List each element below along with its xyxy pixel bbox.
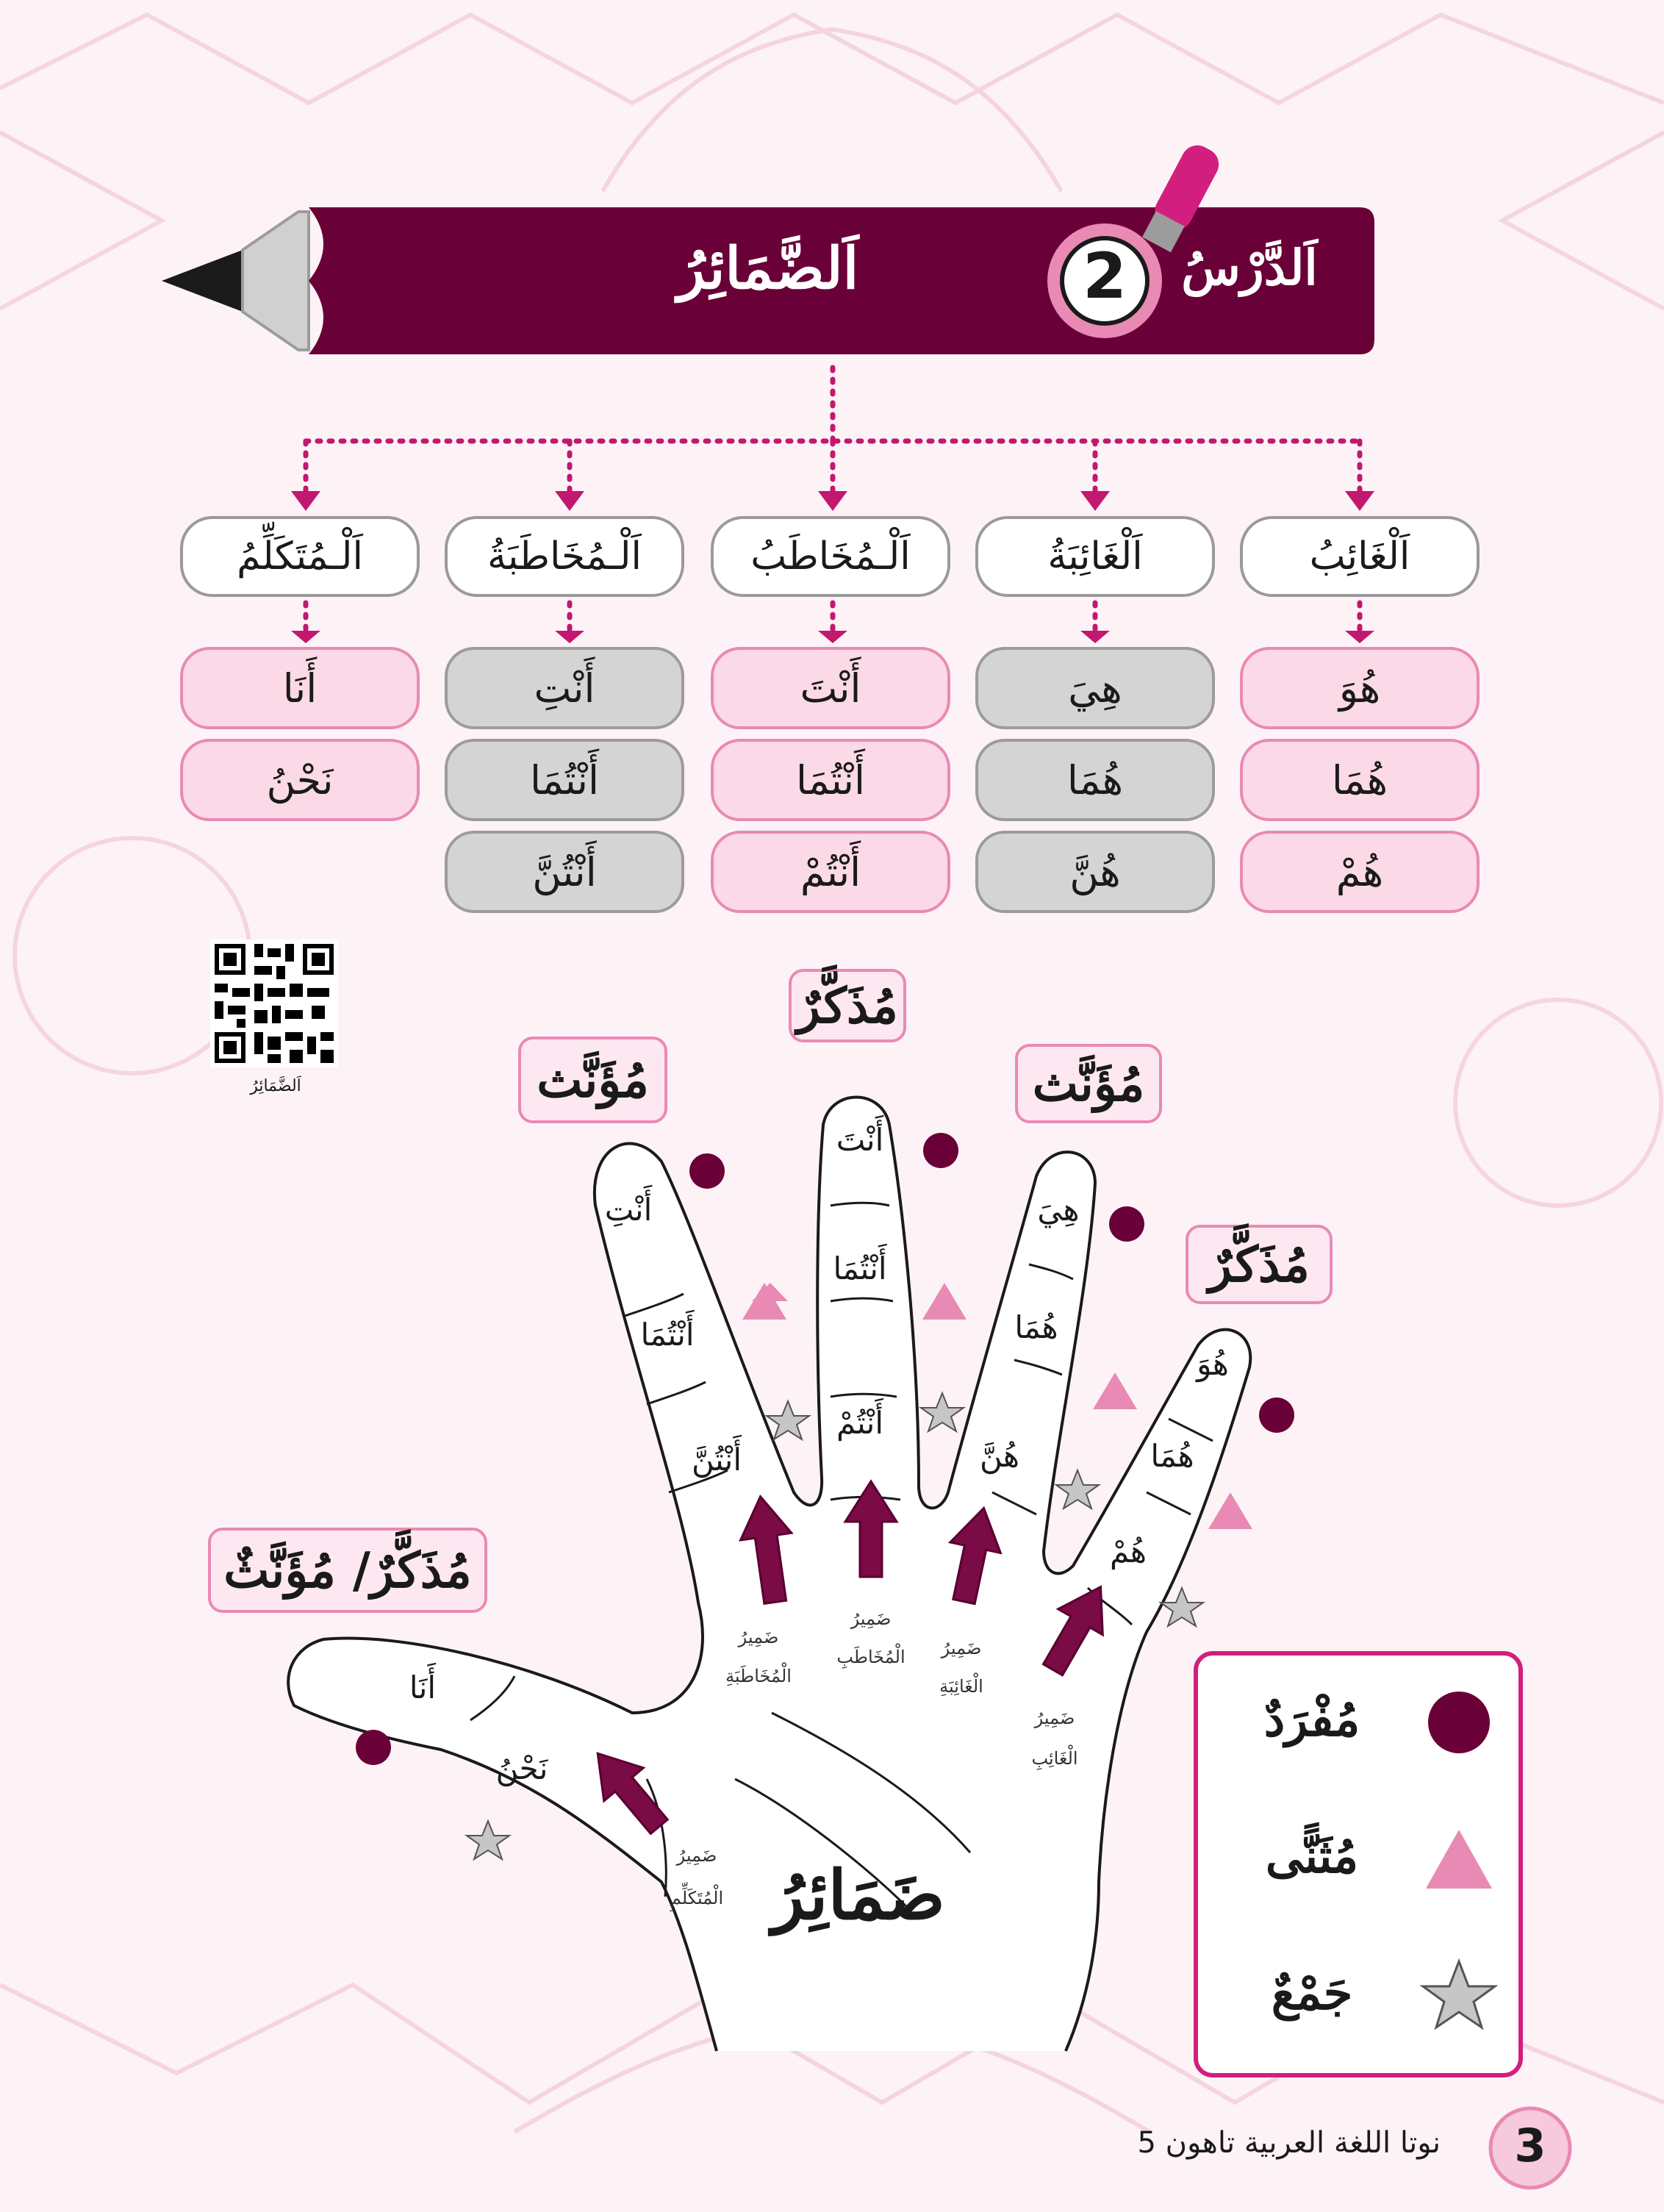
legend-circle-icon (1419, 1682, 1499, 1763)
caption-index-0: ضَمِيرُ (738, 1627, 779, 1647)
category-speaker: اَلْـمُتَكَلِّمُ (180, 516, 420, 597)
pronoun-box: هُوَ (1240, 647, 1480, 729)
finger-pinky-1: هُمَا (1150, 1438, 1194, 1474)
finger-middle-1: أَنْتُمَا (833, 1250, 887, 1286)
pronoun-box: أَنَا (180, 647, 420, 729)
legend-singular: مُفْرَدٌ (1263, 1692, 1360, 1747)
caption-pinky-0: ضَمِيرُ (1034, 1708, 1075, 1728)
finger-middle-0: أَنْتَ (836, 1122, 884, 1158)
pronoun-box: هُمْ (1240, 831, 1480, 913)
caption-middle-1: الْمُخَاطَبِ (836, 1647, 905, 1667)
caption-middle-0: ضَمِيرُ (850, 1608, 892, 1629)
caption-ring-0: ضَمِيرُ (941, 1638, 982, 1658)
tag-pinky-masculine: مُذَكَّرٌ (1186, 1225, 1333, 1304)
pronoun-box: هُمَا (1240, 739, 1480, 821)
finger-ring-1: هُمَا (1014, 1309, 1058, 1345)
legend-star-icon (1419, 1955, 1499, 2036)
legend-triangle-icon (1419, 1819, 1499, 1900)
caption-index-1: الْمُخَاطَبَةِ (725, 1666, 792, 1686)
pronoun-box: هُمَا (975, 739, 1215, 821)
hand-center-label: ضَمَائِرُ (772, 1855, 945, 1935)
pronoun-box: هُنَّ (975, 831, 1215, 913)
finger-ring-0: هِيَ (1037, 1192, 1080, 1228)
tag-thumb-both: مُذَكَّرٌ/ مُؤَنَّثٌ (208, 1528, 487, 1613)
legend-plural: جَمْعٌ (1271, 1966, 1353, 2021)
lesson-label: اَلدَّرْسُ (1181, 239, 1318, 296)
category-connectors (0, 360, 1664, 669)
book-title: نوتا اللغة العربية تاهون 5 (1137, 2126, 1441, 2160)
tag-ring-feminine: مُؤَنَّث (1015, 1044, 1162, 1123)
caption-thumb-0: ضَمِيرُ (676, 1845, 717, 1866)
caption-pinky-1: الْغَائِبِ (1031, 1748, 1078, 1769)
category-addressee-masculine: اَلْـمُخَاطَبُ (711, 516, 950, 597)
legend-dual: مُثَنًّى (1265, 1829, 1359, 1884)
finger-thumb-1: نَحْنُ (495, 1750, 548, 1786)
finger-thumb-0: أَنَا (409, 1669, 437, 1705)
lesson-number: 2 (1083, 240, 1127, 313)
pronoun-box: أَنْتُمَا (711, 739, 950, 821)
lesson-title: اَلضَّمَائِرُ (677, 235, 859, 302)
caption-thumb-1: الْمُتَكَلِّمِ (670, 1888, 724, 1908)
finger-middle-2: أَنْتُمْ (836, 1405, 883, 1441)
category-absent-feminine: اَلْغَائِبَةُ (975, 516, 1215, 597)
tag-middle-masculine: مُذَكَّرٌ (789, 969, 906, 1042)
finger-pinky-2: هُمْ (1109, 1533, 1147, 1569)
pronoun-box: هِيَ (975, 647, 1215, 729)
finger-index-1: أَنْتُمَا (640, 1317, 695, 1353)
category-addressee-feminine: اَلْـمُخَاطَبَةُ (445, 516, 684, 597)
caption-ring-1: الْغَائِبَةِ (939, 1676, 983, 1697)
pronoun-box: أَنْتَ (711, 647, 950, 729)
pronoun-box: أَنْتِ (445, 647, 684, 729)
category-absent-masculine: اَلْغَائِبُ (1240, 516, 1480, 597)
tag-index-feminine: مُؤَنَّث (518, 1037, 667, 1123)
finger-ring-2: هُنَّ (979, 1438, 1020, 1474)
pronoun-box: أَنْتُمْ (711, 831, 950, 913)
page-number: 3 (1514, 2119, 1546, 2172)
finger-index-2: أَنْتُنَّ (691, 1442, 742, 1478)
pronoun-box: نَحْنُ (180, 739, 420, 821)
finger-pinky-0: هُوَ (1197, 1346, 1229, 1382)
legend (1194, 1651, 1523, 2077)
qr-caption: اَلضَّمَائِرُ (250, 1077, 301, 1095)
pronoun-box: أَنْتُمَا (445, 739, 684, 821)
finger-index-0: أَنْتِ (604, 1192, 653, 1228)
pronoun-box: أَنْتُنَّ (445, 831, 684, 913)
